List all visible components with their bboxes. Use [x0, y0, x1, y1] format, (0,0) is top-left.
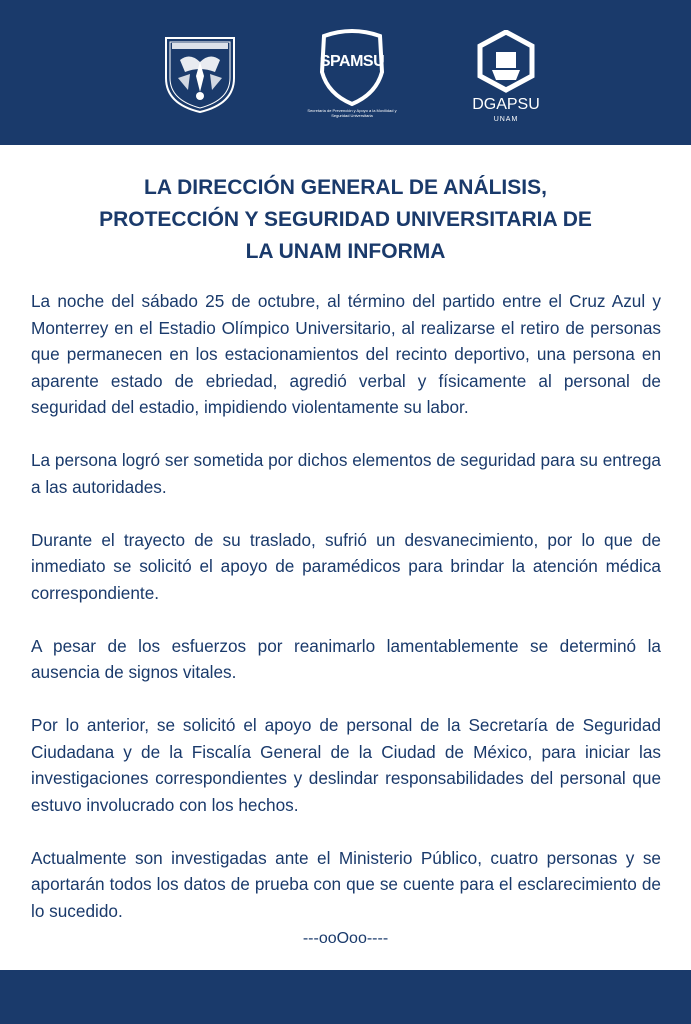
document-body — [31, 288, 661, 951]
paragraph: La persona logró ser sometida por dichos elementos de seguridad para su entrega a las autoridades. — [31, 450, 661, 497]
title-line-3: LA UNAM INFORMA — [245, 240, 446, 263]
dgapsu-logo — [466, 30, 546, 130]
title-line-1: LA DIRECCIÓN GENERAL DE ANÁLISIS, — [144, 176, 547, 199]
title-line-2: PROTECCIÓN Y SEGURIDAD UNIVERSITARIA DE — [99, 208, 592, 231]
footer-banner — [0, 970, 691, 1024]
paragraph: Durante el trayecto de su traslado, sufrió un desvanecimiento, por lo que de inmediato se solicitó el apoyo de paramédicos para brindar la atención médica correspondiente. — [31, 529, 661, 603]
spamsu-subtext: Secretaría de Prevención y Apoyo a la Movilidad y Seguridad Universitaria — [307, 108, 397, 118]
paragraph: Por lo anterior, se solicitó el apoyo de personal de la Secretaría de Seguridad Ciudadana y de la Fiscalía General de la Ciudad de México, para iniciar las investigaciones correspondientes y deslindar responsabilidades del personal que estuvo involucrado con los hechos. — [31, 715, 661, 815]
header-banner — [0, 0, 691, 145]
paragraph: Actualmente son investigadas ante el Ministerio Público, cuatro personas y se aportarán todos los datos de prueba con que se cuente para el esclarecimiento de lo sucedido. — [31, 847, 661, 921]
dgapsu-text: DGAPSU — [472, 96, 540, 113]
spamsu-logo — [302, 28, 402, 122]
dgapsu-subtext: UNAM — [493, 116, 519, 123]
document-title — [30, 172, 661, 268]
hexagon-emblem-icon — [466, 30, 546, 94]
closing-mark: ---ooOoo---- — [302, 930, 389, 947]
spamsu-text: SPAMSU — [319, 53, 385, 70]
paragraph: A pesar de los esfuerzos por reanimarlo lamentablemente se determinó la ausencia de signos vitales. — [31, 635, 661, 682]
unam-coat-of-arms-icon — [160, 32, 240, 114]
paragraph: La noche del sábado 25 de octubre, al término del partido entre el Cruz Azul y Monterrey en el Estadio Olímpico Universitario, al realizarse el retiro de personas que permanecen en los estacionamientos del recinto deportivo, una persona en aparente estado de ebriedad, agredió verbal y físicamente al personal de seguridad del estadio, impidiendo violentamente su labor. — [31, 291, 661, 417]
unam-escudo-logo — [160, 32, 240, 114]
